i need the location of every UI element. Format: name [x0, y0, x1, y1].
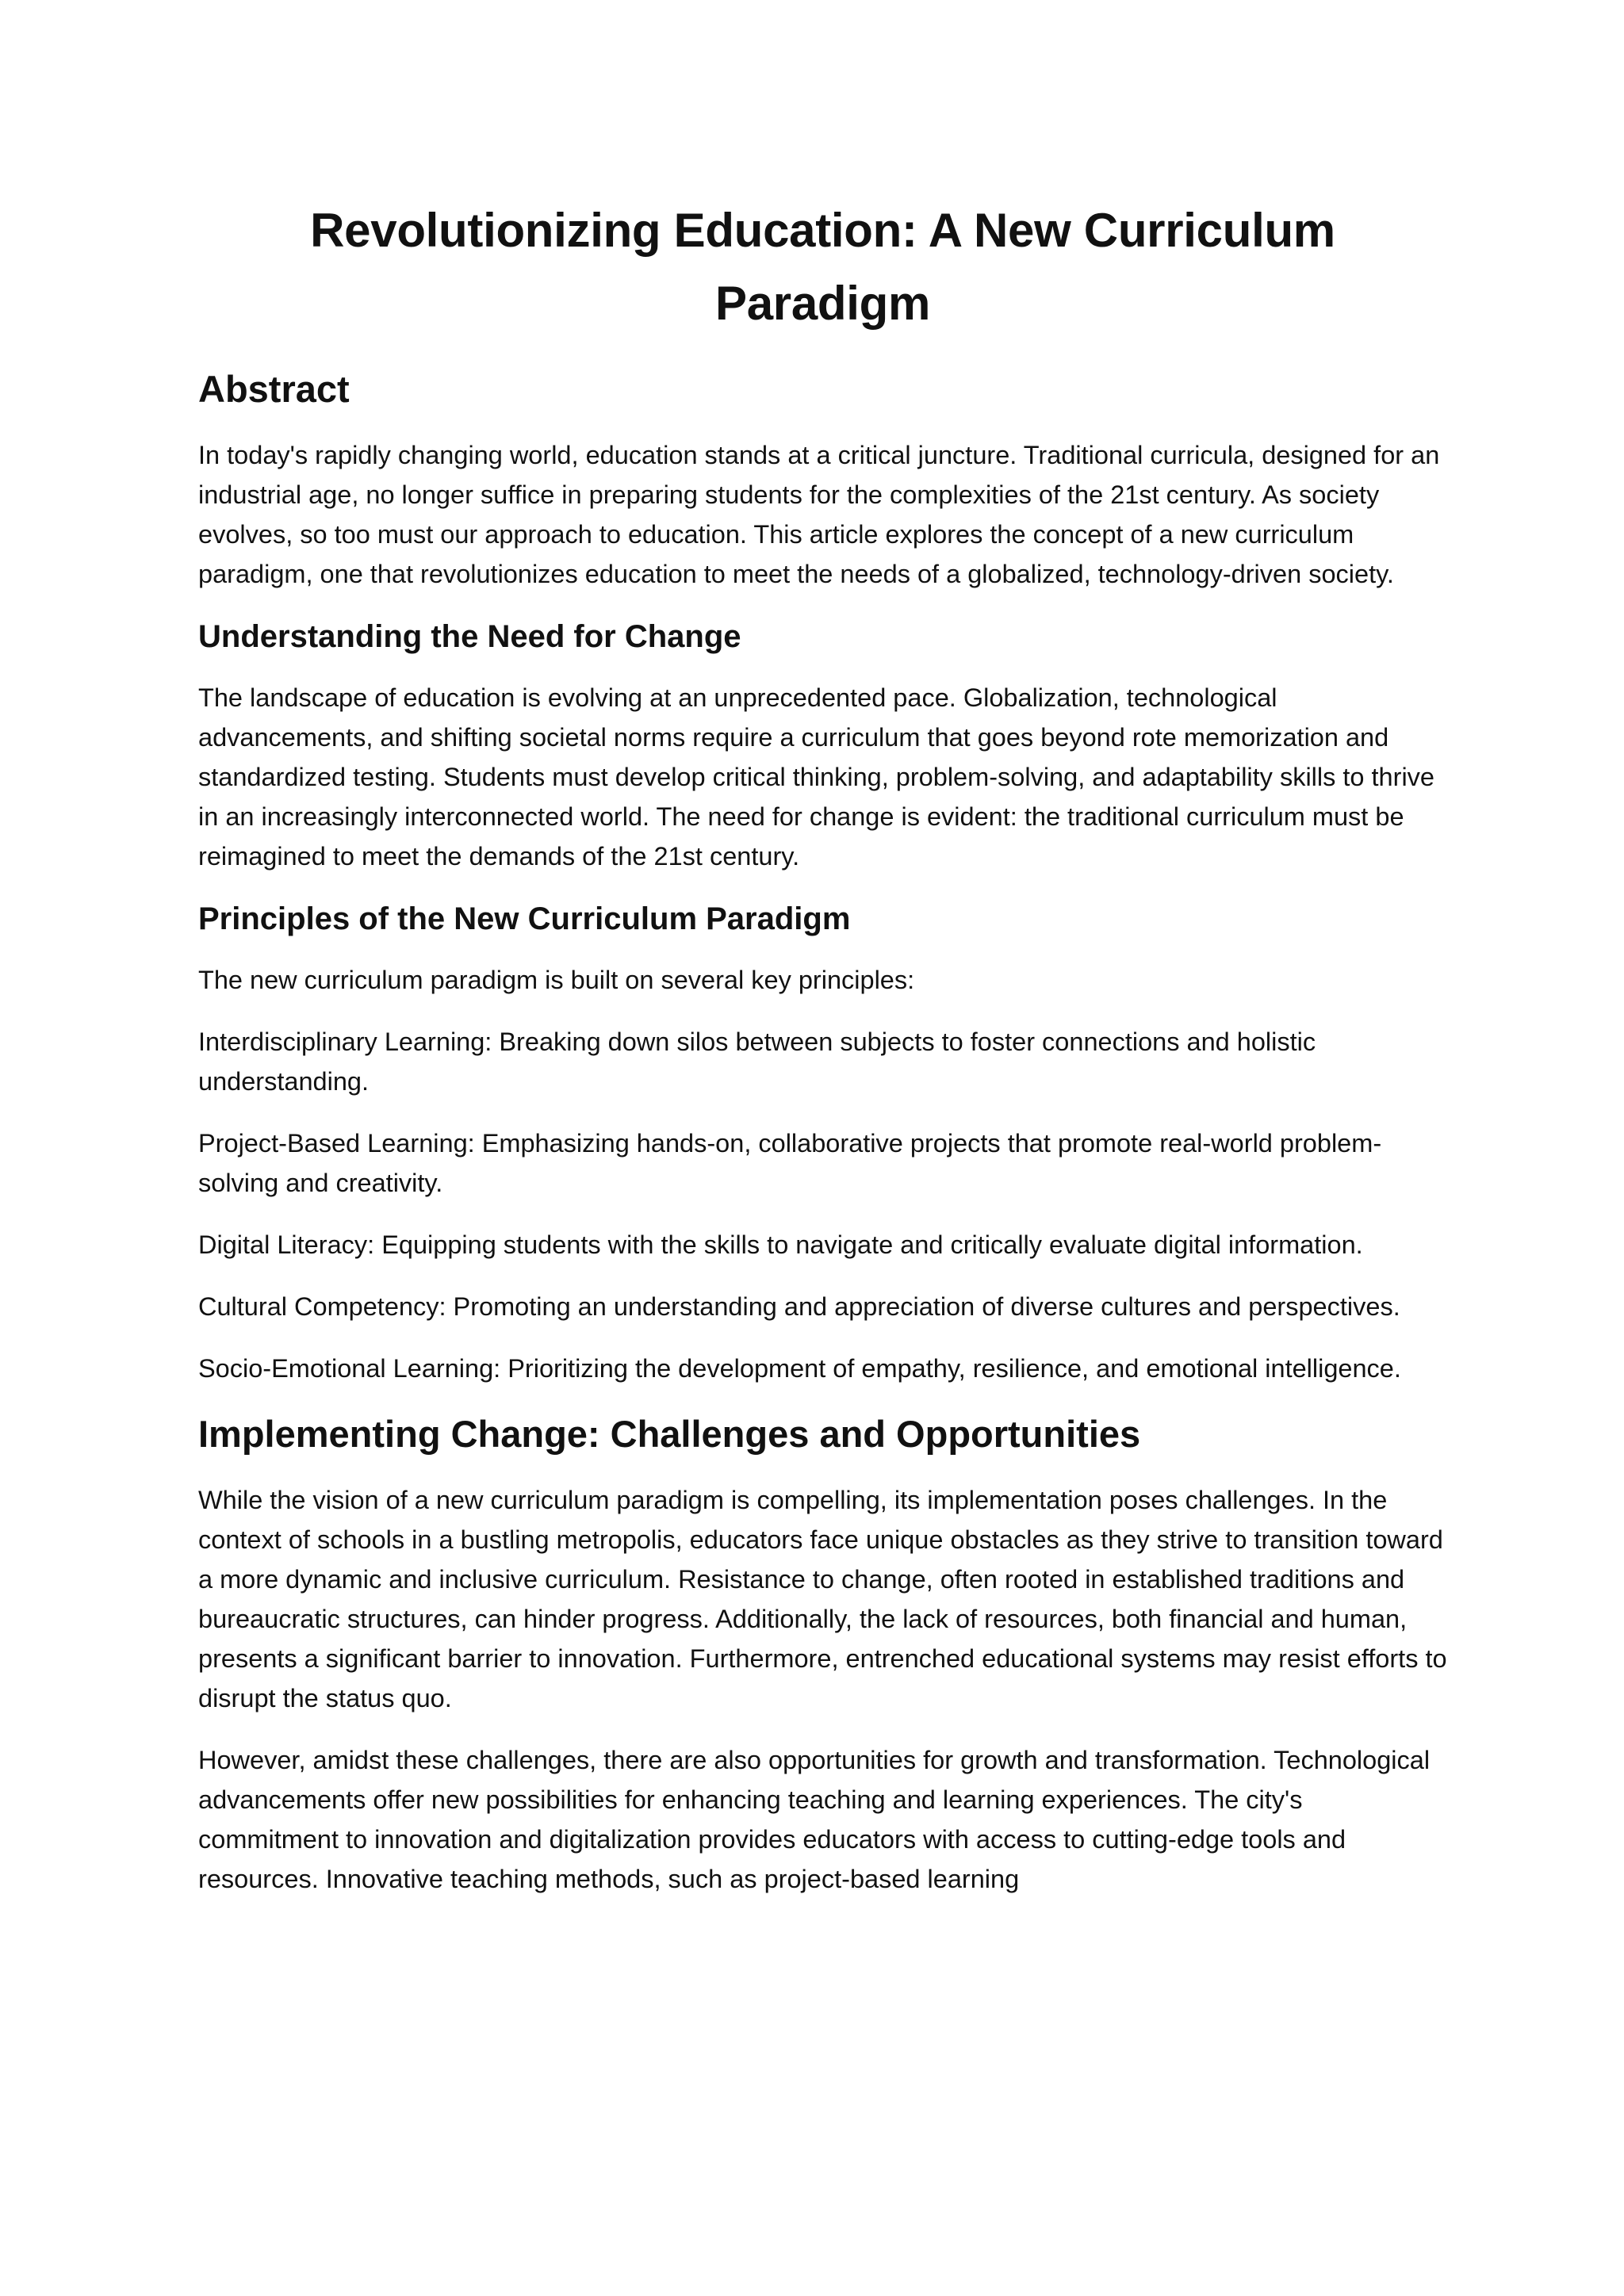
abstract-heading: Abstract	[198, 368, 350, 410]
need-for-change-section	[198, 616, 1447, 876]
principles-heading: Principles of the New Curriculum Paradigm	[198, 901, 851, 936]
implementing-change-section	[198, 1410, 1447, 1899]
document-title: Revolutionizing Education: A New Curriculum Paradigm	[310, 204, 1335, 330]
principle-item: Project-Based Learning: Emphasizing hands-on, collaborative projects that promote real-world problem-solving and creativity.	[198, 1129, 1382, 1197]
document-page	[198, 194, 1447, 1899]
principles-intro: The new curriculum paradigm is built on several key principles:	[198, 966, 915, 994]
need-for-change-heading: Understanding the Need for Change	[198, 619, 741, 654]
principle-item: Socio-Emotional Learning: Prioritizing the development of empathy, resilience, and emotional intelligence.	[198, 1354, 1401, 1383]
title-block	[276, 194, 1370, 340]
principles-section	[198, 898, 1447, 1388]
need-for-change-paragraph: The landscape of education is evolving at an unprecedented pace. Globalization, technological advancements, and shifting societal norms require a curriculum that goes beyond rote memorization and standardized testing. Students must develop critical thinking, problem-solving, and adaptability skills to thrive in an increasingly interconnected world. The need for change is evident: the traditional curriculum must be reimagined to meet the demands of the 21st century.	[198, 683, 1435, 871]
implementing-change-heading: Implementing Change: Challenges and Opportunities	[198, 1413, 1141, 1455]
principle-item: Cultural Competency: Promoting an understanding and appreciation of diverse cultures and perspectives.	[198, 1292, 1400, 1321]
abstract-paragraph: In today's rapidly changing world, education stands at a critical juncture. Traditional curricula, designed for an industrial age, no longer suffice in preparing students for the complexities of the 21st century. As society evolves, so too must our approach to education. This article explores the concept of a new curriculum paradigm, one that revolutionizes education to meet the needs of a globalized, technology-driven society.	[198, 441, 1440, 588]
abstract-section	[198, 365, 1447, 594]
principle-item: Interdisciplinary Learning: Breaking down silos between subjects to foster connections and holistic understanding.	[198, 1027, 1316, 1096]
implementing-change-paragraph: While the vision of a new curriculum paradigm is compelling, its implementation poses challenges. In the context of schools in a bustling metropolis, educators face unique obstacles as they strive to transition toward a more dynamic and inclusive curriculum. Resistance to change, often rooted in established traditions and bureaucratic structures, can hinder progress. Additionally, the lack of resources, both financial and human, presents a significant barrier to innovation. Furthermore, entrenched educational systems may resist efforts to disrupt the status quo.	[198, 1486, 1447, 1712]
implementing-change-paragraph: However, amidst these challenges, there are also opportunities for growth and transformation. Technological advancements offer new possibilities for enhancing teaching and learning experiences. The city's commitment to innovation and digitalization provides educators with access to cutting-edge tools and resources. Innovative teaching methods, such as project-based learning	[198, 1746, 1431, 1893]
principle-item: Digital Literacy: Equipping students with the skills to navigate and critically evaluate digital information.	[198, 1230, 1363, 1259]
